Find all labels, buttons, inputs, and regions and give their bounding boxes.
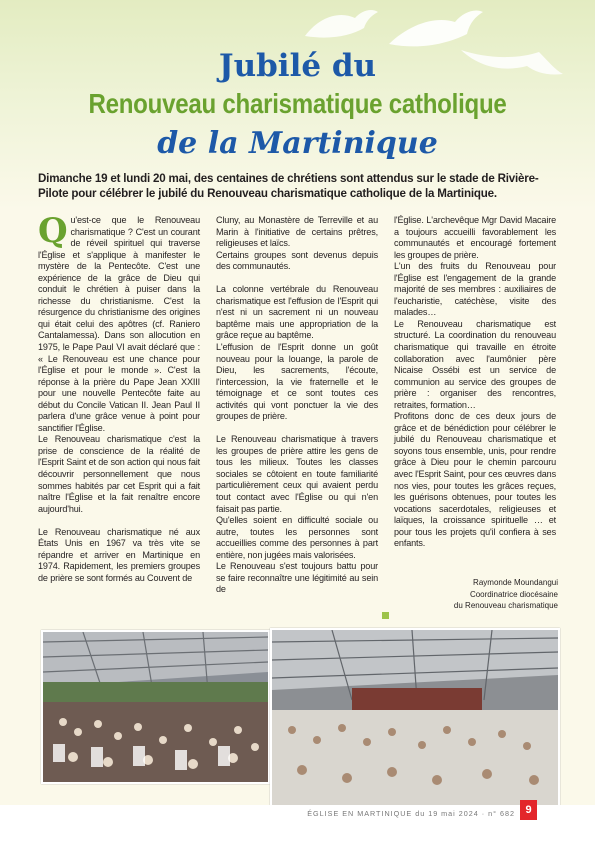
paragraph: Le Renouveau charismatique à travers les groupes de prière attire les gens de tous les milieux. Toutes les classes sociales se côtoient en toute familiarité particulièrement ceux qui avaient perdu tout contact avec l'Église ou qui n'en faisait pas partie. Qu'elles soient en difficulté sociale ou autre, toutes les personnes sont accueillies comme des personnes à part entière, non jugées mais valorisées. Le Renouveau s'est toujours battu pour se faire reconnaître une légitimité au sein de <box>216 434 378 595</box>
photo-image <box>272 630 558 805</box>
lead-paragraph: Dimanche 19 et lundi 20 mai, des centaines de chrétiens sont attendus sur le stade de Rivière-Pilote pour célébrer le jubilé du Renouveau charismatique catholique de la Martinique. <box>38 172 539 200</box>
paragraph: Le Renouveau charismatique c'est la prise de conscience de la réalité de l'Esprit Saint et de son action qui nous fait découvrir personnellement que nous sommes habités par cet Esprit qui a fait naître l'Église et la fait renaître encore aujourd'hui. <box>38 434 200 514</box>
paragraph: u'est-ce que le Renouveau charismatique ? C'est un courant de réveil spirituel qui traverse l'Église et s'applique à manifester le mystère de la Pentecôte. C'est une expérience de la grâce de Dieu qui conduit le chrétien à puiser dans la richesse du christianisme. C'est la résurgence du christianisme des origines qui était celui des apôtres (cf. Raniero Cantalamessa). Dans son allocution en 1975, le Pape Paul VI avait déclaré que : « Le Renouveau est une chance pour l'Église et pour le monde ». C'est la réponse à la prière du Pape Jean XXIII pour une nouvelle Pentecôte faite au début du Concile Vatican II. Jean Paul II parlera d'une grâce venue à point pour sanctifier l'Église. <box>38 215 200 433</box>
article-column-3 <box>394 215 556 550</box>
drop-cap: Q <box>38 211 68 251</box>
dove-icon <box>300 6 380 51</box>
paragraph: l'Église. L'archevêque Mgr David Macaire a toujours accueilli favorablement les communautés et encouragé fortement les groupes de prière. L'un des fruits du Renouveau pour l'Église est l'engagement de la grande majorité de ses membres : auxiliaires de l'eucharistie, catéchèse, visite des malades… Le Renouveau charismatique est structuré. La coordination du renouveau charismatique qui travaille en étroite collaboration avec l'aumônier père Nicaise Ossébi est un service de communion au service des groupes de prière : organiser des rencontres, retraites, formation… Profitons donc de ces deux jours de grâce et de bénédiction pour célébrer le jubilé du Renouveau charismatique et soyons tous ensemble, unis, pour rendre grâce à Dieu pour le chemin parcouru avec l'Esprit Saint, pour ces œuvres dans nos vies, pour toutes les grâces reçues, les guérisons obtenues, pour toutes les vocations sacerdotales, religieuses et laïques, la croissance spirituelle … et pour tous les projets qu'il confiera à ses enfants. <box>394 215 556 549</box>
author-name: Raymonde Moundangui <box>473 578 558 587</box>
photo-crowd-right <box>270 628 560 807</box>
end-mark-icon <box>382 612 389 619</box>
article-column-2 <box>216 215 378 596</box>
author-role: Coordinatrice diocésaine <box>469 589 558 599</box>
signature <box>378 577 558 619</box>
page-number: 9 <box>520 800 537 820</box>
photo-image <box>43 632 268 782</box>
footer-publication: ÉGLISE EN MARTINIQUE du 19 mai 2024 · n° 682 <box>307 809 515 818</box>
paragraph: Cluny, au Monastère de Terreville et au Marin à l'initiative de certains prêtres, religieuses et laïcs. Certains groupes sont devenus depuis des communautés. <box>216 215 378 272</box>
paragraph: La colonne vertébrale du Renouveau charismatique est l'effusion de l'Esprit qui n'est ni un sacrement ni un nouveau baptême mais une appropriation de la grâce reçue au baptême. L'effusion de l'Esprit donne un goût nouveau pour la louange, la parole de Dieu, les sacrements, l'écoute, l'intercession, la vie fraternelle et le témoignage et ce sont toutes ces activités qui vont ponctuer la vie des groupes de prière. <box>216 284 378 422</box>
author-org: du Renouveau charismatique <box>453 601 558 610</box>
paragraph: Le Renouveau charismatique né aux États Unis en 1967 va très vite se répandre et arriver en Martinique en 1974. Rapidement, les premiers groupes de prière se sont formés au Couvent de <box>38 526 200 583</box>
article-column-1 <box>38 211 200 584</box>
title-line-1: Jubilé du <box>218 48 377 84</box>
title-line-3: de la Martinique <box>157 126 438 161</box>
photo-crowd-left <box>41 630 270 784</box>
title-line-2: Renouveau charismatique catholique <box>88 88 507 119</box>
